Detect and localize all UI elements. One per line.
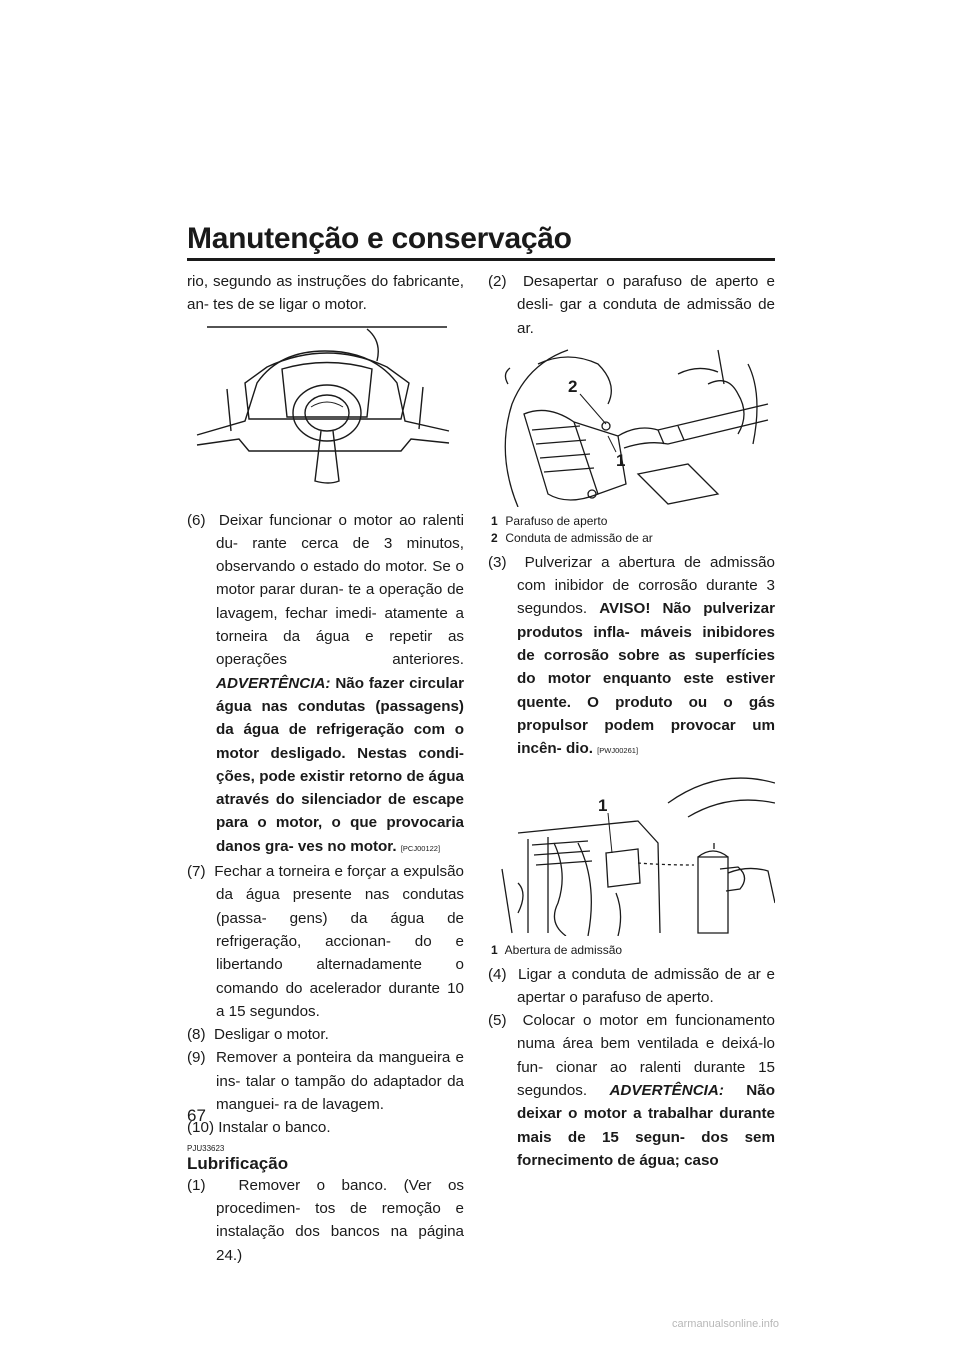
right-column bbox=[488, 270, 775, 1172]
step-6: (6) Deixar funcionar o motor ao ralenti du- rante cerca de 3 minutos, observando o estado do motor. Se o motor parar duran- te a operação de lavagem, fechar imedi- atamente a torneira da água e repetir as operações anteriores. ADVERTÊNCIA: Não fazer circular água nas condutas (passagens) da água de refrigeração com o motor desligado. Nestas condi- ções, pode existir retorno de água através do silenciador de escape para o motor, o que provocaria danos gra- ves no motor. [PCJ00122] bbox=[187, 511, 464, 855]
header-rule bbox=[187, 258, 775, 261]
step-10: (10) Instalar o banco. bbox=[187, 1119, 331, 1137]
page-title: Manutenção e conservação bbox=[187, 222, 572, 255]
step-8: (8) Desligar o motor. bbox=[187, 1026, 329, 1044]
left-column bbox=[187, 270, 464, 1267]
fig1-caption-1: 1 Parafuso de aperto bbox=[491, 513, 608, 528]
step-5: (5) Colocar o motor em funcionamento numa área bem ventilada e deixá-lo fun- cionar ao ralenti durante 15 segundos. ADVERTÊNCIA: Não deixar o motor a trabalhar durante mais de 15 segun- dos sem fornecimento de água; caso bbox=[488, 1012, 775, 1169]
step-1: (1) Remover o banco. (Ver os procedimen- tos de remoção e instalação dos bancos na página 24.) bbox=[187, 1176, 464, 1264]
section-title: Lubrificação bbox=[187, 1153, 289, 1173]
fig2-callout-1: 1 bbox=[598, 795, 608, 815]
fig2-caption-1: 1 Abertura de admissão bbox=[491, 942, 623, 957]
fig1-caption-2: 2 Conduta de admissão de ar bbox=[491, 530, 653, 545]
figure-flush-hose bbox=[187, 321, 464, 503]
step-7: (7) Fechar a torneira e forçar a expulsão da água presente nas condutas (passa- gens) da água de refrigeração, accionan- do e libertando alternadamente o comando do acelerador durante 10 a 15 segundos. bbox=[187, 863, 464, 1020]
step-4: (4) Ligar a conduta de admissão de ar e apertar o parafuso de aperto. bbox=[488, 965, 775, 1006]
figure-air-intake-duct bbox=[488, 344, 775, 507]
fig1-callout-1: 1 bbox=[616, 450, 626, 470]
section-code: PJU33623 bbox=[187, 1143, 225, 1153]
step-3: (3) Pulverizar a abertura de admissão com inibidor de corrosão durante 3 segundos. AVISO! Não pulverizar produtos infla- máveis inibidores de corrosão sobre as superfícies do motor enquanto este estiver quente. O produto ou o gás propulsor podem provocar um incên- dio. [PWJ00261] bbox=[488, 553, 775, 758]
intro-paragraph: rio, segundo as instruções do fabricante, an- tes de se ligar o motor. bbox=[187, 273, 464, 314]
fig1-callout-2: 2 bbox=[568, 376, 578, 396]
step-9: (9) Remover a ponteira da mangueira e ins- talar o tampão do adaptador da manguei- ra de lavagem. bbox=[187, 1049, 464, 1114]
step-2: (2) Desapertar o parafuso de aperto e desli- gar a conduta de admissão de ar. bbox=[488, 273, 775, 337]
figure-intake-spray bbox=[488, 773, 775, 936]
watermark-footer: carmanualsonline.info bbox=[672, 1318, 780, 1330]
page-number: 67 bbox=[187, 1106, 206, 1125]
